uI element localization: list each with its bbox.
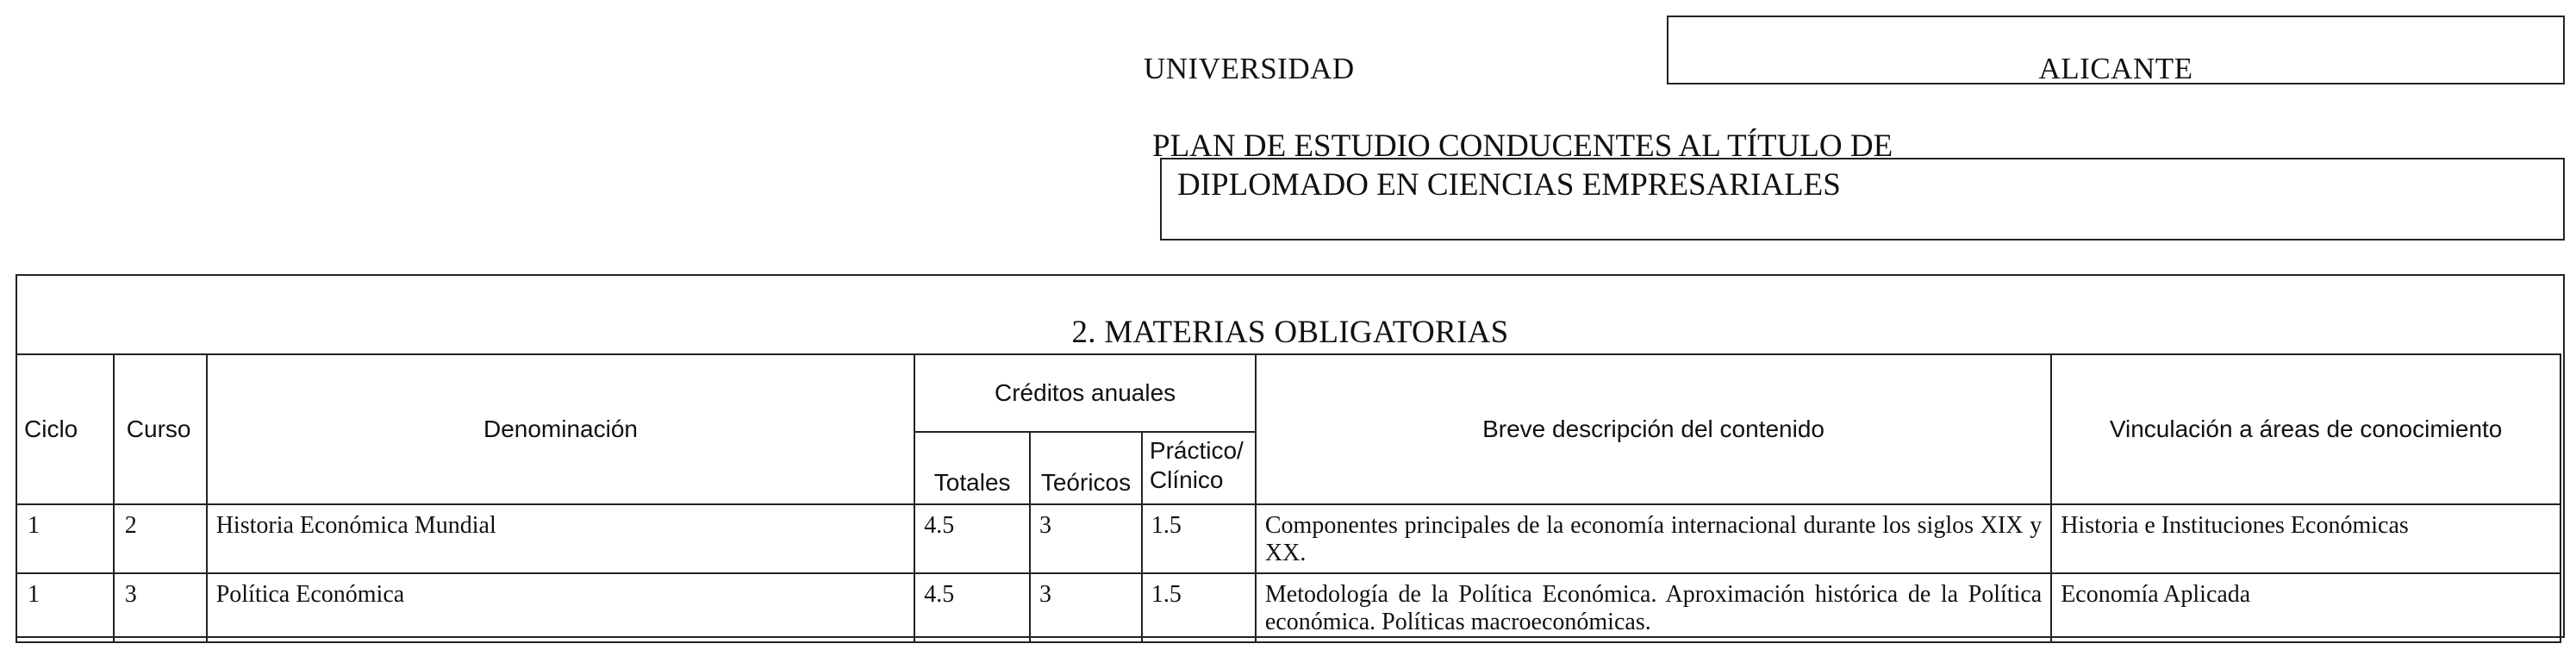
cell-descripcion: Componentes principales de la economía internacional durante los siglos XIX y XX. [1256, 504, 2051, 573]
header-teoricos: Teóricos [1030, 432, 1142, 504]
table-row [16, 573, 2560, 642]
university-label: UNIVERSIDAD [1144, 52, 1355, 85]
cell-practico: 1.5 [1142, 573, 1256, 642]
degree-title: DIPLOMADO EN CIENCIAS EMPRESARIALES [1177, 167, 1841, 203]
header-curso: Curso [114, 354, 207, 504]
cell-curso: 2 [114, 504, 207, 573]
header-descripcion: Breve descripción del contenido [1256, 354, 2051, 504]
cell-denominacion: Historia Económica Mundial [207, 504, 915, 573]
cell-ciclo: 1 [16, 573, 114, 642]
cell-totales: 4.5 [914, 573, 1030, 642]
header-ciclo: Ciclo [16, 354, 114, 504]
cell-vinculacion: Economía Aplicada [2051, 573, 2560, 642]
header-creditos: Créditos anuales [914, 354, 1256, 432]
subjects-table [16, 353, 2561, 643]
plan-label: PLAN DE ESTUDIO CONDUCENTES AL TÍTULO DE [1152, 128, 1893, 164]
university-value: ALICANTE [2038, 52, 2193, 85]
table-row [16, 504, 2560, 573]
cell-denominacion: Política Económica [207, 573, 915, 642]
header-denominacion: Denominación [207, 354, 915, 504]
cell-teoricos: 3 [1030, 573, 1142, 642]
degree-title-field [1160, 158, 2565, 241]
cell-descripcion: Metodología de la Política Económica. Aproximación histórica de la Política económica. Políticas macroeconómicas. [1256, 573, 2051, 642]
header-practico: Práctico/ Clínico [1142, 432, 1256, 504]
cell-curso: 3 [114, 573, 207, 642]
subjects-table-frame [16, 274, 2565, 638]
cell-ciclo: 1 [16, 504, 114, 573]
cell-teoricos: 3 [1030, 504, 1142, 573]
section-title: 2. MATERIAS OBLIGATORIAS [1071, 315, 1509, 350]
header-totales: Totales [914, 432, 1030, 504]
cell-vinculacion: Historia e Instituciones Económicas [2051, 504, 2560, 573]
university-field [1667, 16, 2565, 84]
cell-practico: 1.5 [1142, 504, 1256, 573]
header-vinculacion: Vinculación a áreas de conocimiento [2051, 354, 2560, 504]
cell-totales: 4.5 [914, 504, 1030, 573]
